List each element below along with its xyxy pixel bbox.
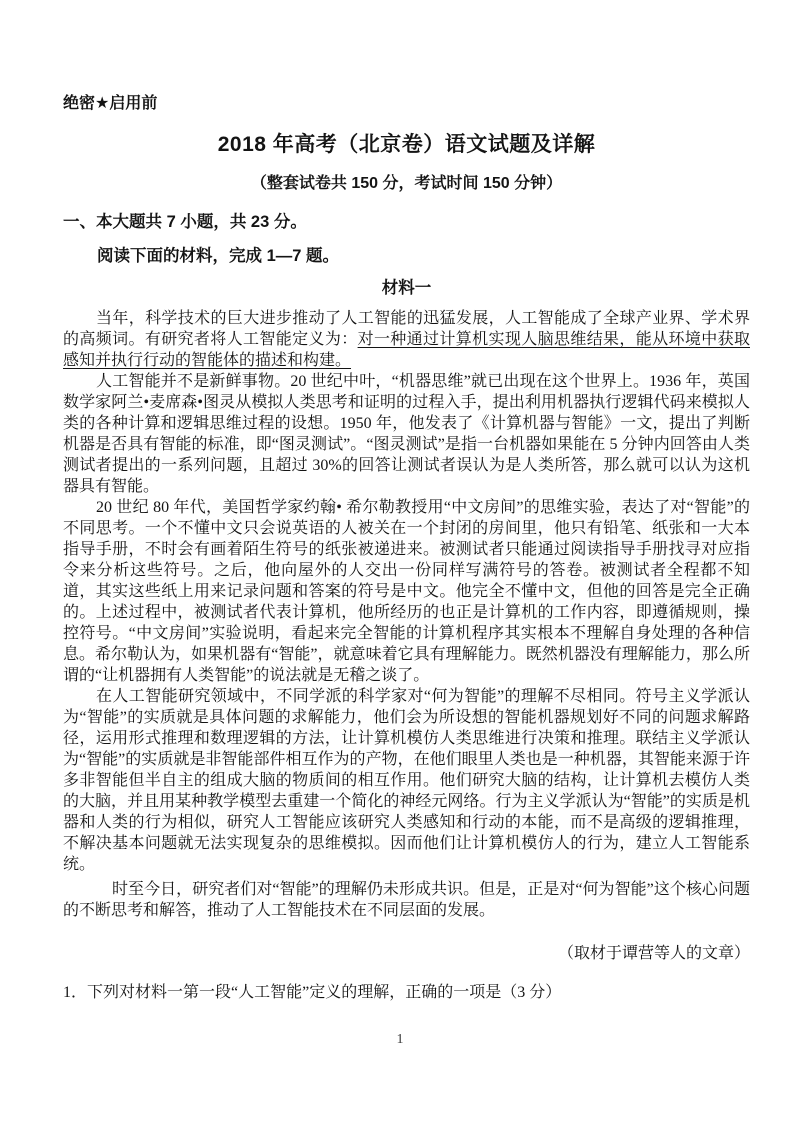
paragraph-4: 在人工智能研究领域中，不同学派的科学家对“何为智能”的理解不尽相同。符号主义学派认为“智能”的实质就是具体问题的求解能力，他们会为所设想的智能机器规划好不同的问题求解路径，运用形式推理和数理逻辑的方法，让计算机模仿人类思维进行决策和推理。联结主义学派认为“智能”的实质就是非智能部件相互作为的产物，在他们眼里人类也是一种机器，其智能来源于许多非智能但半自主的组成大脑的物质间的相互作用。他们研究大脑的结构，让计算机去模仿人类的大脑，并且用某种教学模型去重建一个简化的神经元网络。行为主义学派认为“智能”的实质是机器和人类的行为相似，研究人工智能应该研究人类感知和行动的本能，而不是高级的逻辑推理，不解决基本问题就无法实现复杂的思维模拟。因而他们让计算机模仿人的行为，建立人工智能系统。 [63, 688, 750, 873]
source-attribution: （取材于谭营等人的文章） [557, 945, 750, 962]
section-one-heading: 一、本大题共 7 小题，共 23 分。 [63, 213, 307, 231]
material-one-heading: 材料一 [381, 279, 432, 297]
exam-info-subtitle: （整套试卷共 150 分，考试时间 150 分钟） [250, 175, 563, 192]
page-number: 1 [396, 1032, 404, 1047]
paragraph-3: 20 世纪 80 年代，美国哲学家约翰• 希尔勒教授用“中文房间”的思维实验，表达了对“智能”的不同思考。一个不懂中文只会说英语的人被关在一个封闭的房间里，他只有铅笔、纸张和一大本指导手册，不时会有画着陌生符号的纸张被递进来。被测试者只能通过阅读指导手册找寻对应指令来分析这些符号。之后，他向屋外的人交出一份同样写满符号的答卷。被测试者全程都不知道，其实这些纸上用来记录问题和答案的符号是中文。他完全不懂中文，但他的回答是完全正确的。上述过程中，被测试者代表计算机，他所经历的也正是计算机的工作内容，即遵循规则，操控符号。“中文房间”实验说明，看起来完全智能的计算机程序其实根本不理解自身处理的各种信息。希尔勒认为，如果机器有“智能”，就意味着它具有理解能力。既然机器没有理解能力，那么所谓的“让机器拥有人类智能”的说法就是无稽之谈了。 [63, 499, 750, 684]
question-1: 1．下列对材料一第一段“人工智能”定义的理解，正确的一项是（3 分） [63, 984, 562, 1001]
classification-label: 绝密★启用前 [63, 95, 158, 112]
page-title: 2018 年高考（北京卷）语文试题及详解 [217, 133, 596, 156]
paragraph-2: 人工智能并不是新鲜事物。20 世纪中叶，“机器思维”就已出现在这个世界上。1936 年，英国数学家阿兰•麦席森•图灵从模拟人类思考和证明的过程入手，提出利用机器执行逻辑代码来模拟人类的各种计算和逻辑思维过程的设想。1950 年，他发表了《计算机器与智能》一文，提出了判断机器是否具有智能的标准，即“图灵测试”。“图灵测试”是指一台机器如果能在 5 分钟内回答由人类测试者提出的一系列问题，且超过 30%的回答让测试者误认为是人类所答，那么就可以认为这机器具有智能。 [63, 373, 750, 495]
reading-instruction: 阅读下面的材料，完成 1—7 题。 [97, 247, 340, 265]
paragraph-5: 时至今日，研究者们对“智能”的理解仍未形成共识。但是，正是对“何为智能”这个核心问题的不断思考和解答，推动了人工智能技术在不同层面的发展。 [63, 881, 750, 919]
paragraph-1-underlined-definition: 对一种通过计算机实现人脑思维结果，能从环境中获取感知并执行行动的智能体的描述和构建。 [63, 331, 750, 369]
paragraph-1-text: 当年，科学技术的巨大进步推动了人工智能的迅猛发展，人工智能成了全球产业界、学术界的高频词。有研究者将人工智能定义为： [63, 310, 750, 348]
paragraph-1 [63, 308, 750, 371]
